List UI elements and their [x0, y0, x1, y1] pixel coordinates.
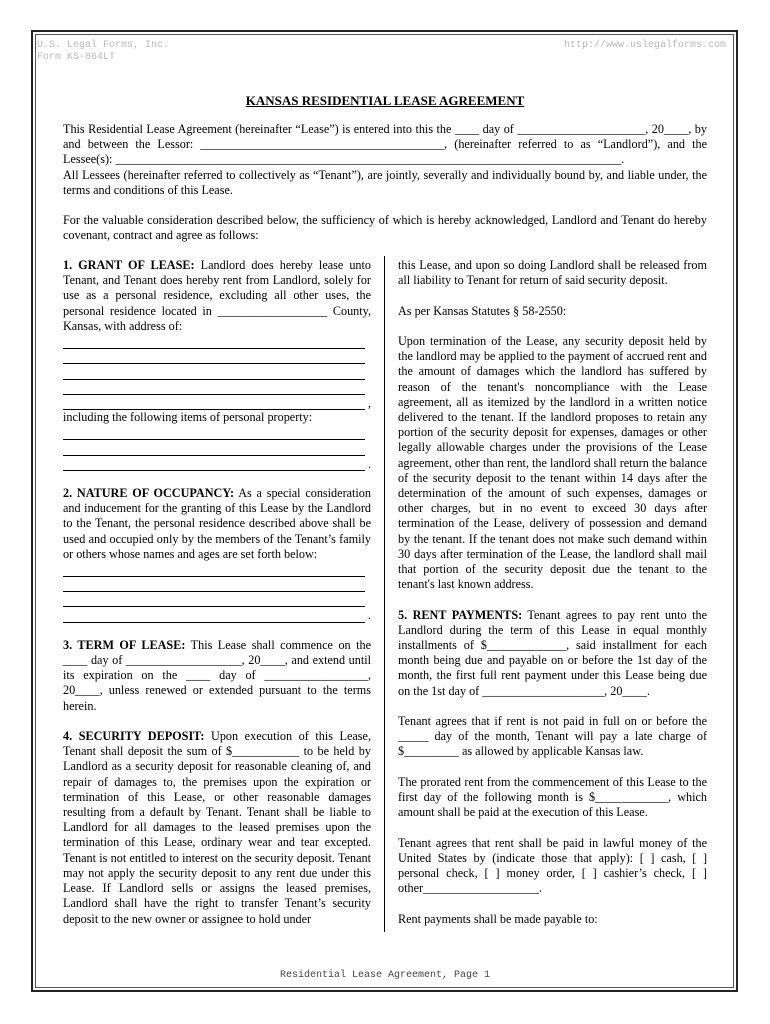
intro-paragraph-3: For the valuable consideration described below, the sufficiency of which is hereby acknowledged, Landlord and Tenant do hereby covenant, contract and agree as follows: — [63, 213, 707, 243]
document-title: KANSAS RESIDENTIAL LEASE AGREEMENT — [245, 93, 525, 108]
address-line[interactable] — [63, 349, 365, 364]
left-column — [63, 258, 371, 942]
section-rent-heading: 5. RENT PAYMENTS: — [398, 607, 523, 622]
statute-reference: As per Kansas Statutes § 58-2550: — [398, 303, 567, 318]
statute-text: Upon termination of the Lease, any security deposit held by the landlord may be applied to the payment of accrued rent and the amount of damages which the landlord has suffered by reason of the tenant's noncompliance with the Lease agreement, all as itemized by the landlord in a written notice delivered to the tenant. If the landlord proposes to retain any portion of the security deposit for expenses, damages or other legally allowable charges under the provisions of the Lease agreement, other than rent, the landlord shall return the balance of the security deposit to the tenant within 14 days after the determination of the amount of such expenses, damages or other charges, but in no event to exceed 30 days after termination of the Lease, delivery of possession and demand by the tenant. If the tenant does not make such demand within 30 days after termination of the Lease, the landlord shall mail that portion of the security deposit due the tenant to the tenant's last known address. — [398, 333, 707, 592]
section-occupancy-heading: 2. NATURE OF OCCUPANCY: — [63, 485, 235, 500]
intro-paragraph-2: All Lessees (hereinafter referred to collectively as “Tenant”), are jointly, severally and individually bound by, and liable under, the terms and conditions of this Lease. — [63, 167, 707, 197]
occupant-line[interactable] — [63, 592, 365, 607]
section-security-heading: 4. SECURITY DEPOSIT: — [63, 729, 205, 744]
security-continued: this Lease, and upon so doing Landlord shall be released from all liability to Tenant for return of said security deposit. — [398, 258, 707, 288]
section-grant — [63, 258, 371, 334]
rent-payment-method: Tenant agrees that rent shall be paid in lawful money of the United States by (indicate those that apply): [ ] cash, [ ] personal check, [ ] money order, [ ] cashier’s check, [ ] other___________________. — [398, 835, 707, 896]
header-url[interactable]: http://www.uslegalforms.com — [563, 40, 726, 51]
right-column — [398, 258, 707, 942]
section-term — [63, 638, 371, 714]
section-grant-heading: 1. GRANT OF LEASE: — [63, 258, 195, 272]
header-company: U.S. Legal Forms, Inc. — [37, 40, 170, 51]
rent-late-charge: Tenant agrees that if rent is not paid in full on or before the _____ day of the month, Tenant will pay a late charge of $_________ as allowed by applicable Kansas law. — [398, 714, 707, 759]
section-occupancy-text: As a special consideration and inducement for the granting of this Lease by the Landlord to the Tenant, the personal residence described above shall be used and occupied only by the members of the Tenant’s family or others whose names and ages are set forth below: — [63, 485, 371, 561]
occupant-line[interactable] — [63, 562, 365, 577]
address-line[interactable] — [63, 334, 365, 349]
property-line[interactable] — [63, 456, 365, 471]
section-security — [63, 729, 371, 927]
column-divider — [384, 256, 385, 932]
occupant-line[interactable] — [63, 577, 365, 592]
rent-prorated: The prorated rent from the commencement of this Lease to the first day of the following month is $____________, which amount shall be paid at the execution of this Lease. — [398, 774, 707, 820]
intro-paragraph-1: This Residential Lease Agreement (hereinafter “Lease”) is entered into this the ____ day of _____________________, 20____, by and between the Lessor: ________________________________________, (hereinafter referred to as “Landlord”), and the Lessee(s): ___________________________________________________________________________________. — [63, 122, 707, 167]
rent-payable-to: Rent payments shall be made payable to: — [398, 911, 598, 926]
section-security-text: Upon execution of this Lease, Tenant shall deposit the sum of $___________ to be held by Landlord as a security deposit for reasonable cleaning of, and repair of damages to, the premises upon the expiration or termination of this Lease, or other reasonable damages resulting from a default by Tenant. Tenant shall be liable to Landlord for all damages to the leased premises upon the termination of this Lease, ordinary wear and tear excepted. Tenant is not entitled to interest on the security deposit. Tenant may not apply the security deposit to any rent due under this Lease. If Landlord sells or assigns the leased premises, Landlord shall have the right to transfer Tenant’s security deposit to the new owner or assignee to hold under — [63, 729, 371, 926]
section-term-heading: 3. TERM OF LEASE: — [63, 637, 186, 652]
section-rent — [398, 608, 707, 699]
section-rent-text: Tenant agrees to pay rent unto the Landlord during the term of this Lease in equal monthly installments of $_____________, said installment for each month being due and payable on or before the 1st day of the month, the first full rent payment under this Lease being due on the 1st day of ____________________, 20____. — [398, 607, 707, 698]
section-grant-text: Landlord does hereby lease unto Tenant, and Tenant does hereby rent from Landlord, solely for use as a personal residence, excluding all other uses, the personal residence located in __________________ County, Kansas, with address of: — [63, 258, 371, 333]
address-line[interactable] — [63, 380, 365, 395]
header-form-id: Form KS-864LT — [37, 52, 116, 63]
header-left — [37, 40, 169, 64]
section-occupancy — [63, 486, 371, 562]
intro-section — [63, 122, 707, 243]
property-line[interactable] — [63, 440, 365, 455]
occupant-line[interactable] — [63, 607, 365, 622]
occupant-lines — [63, 562, 371, 623]
property-lines — [63, 425, 371, 471]
address-line[interactable] — [63, 364, 365, 379]
section-term-text: This Lease shall commence on the ____ day of ___________________, 20____, and extend until its expiration on the ____ day of _________________, 20____, unless renewed or extended pursuant to the terms herein. — [63, 637, 371, 713]
page-footer: Residential Lease Agreement, Page 1 — [279, 970, 491, 981]
section-grant-property: including the following items of personal property: — [63, 409, 313, 424]
property-line[interactable] — [63, 425, 365, 440]
address-lines — [63, 334, 371, 410]
address-line[interactable] — [63, 395, 365, 410]
